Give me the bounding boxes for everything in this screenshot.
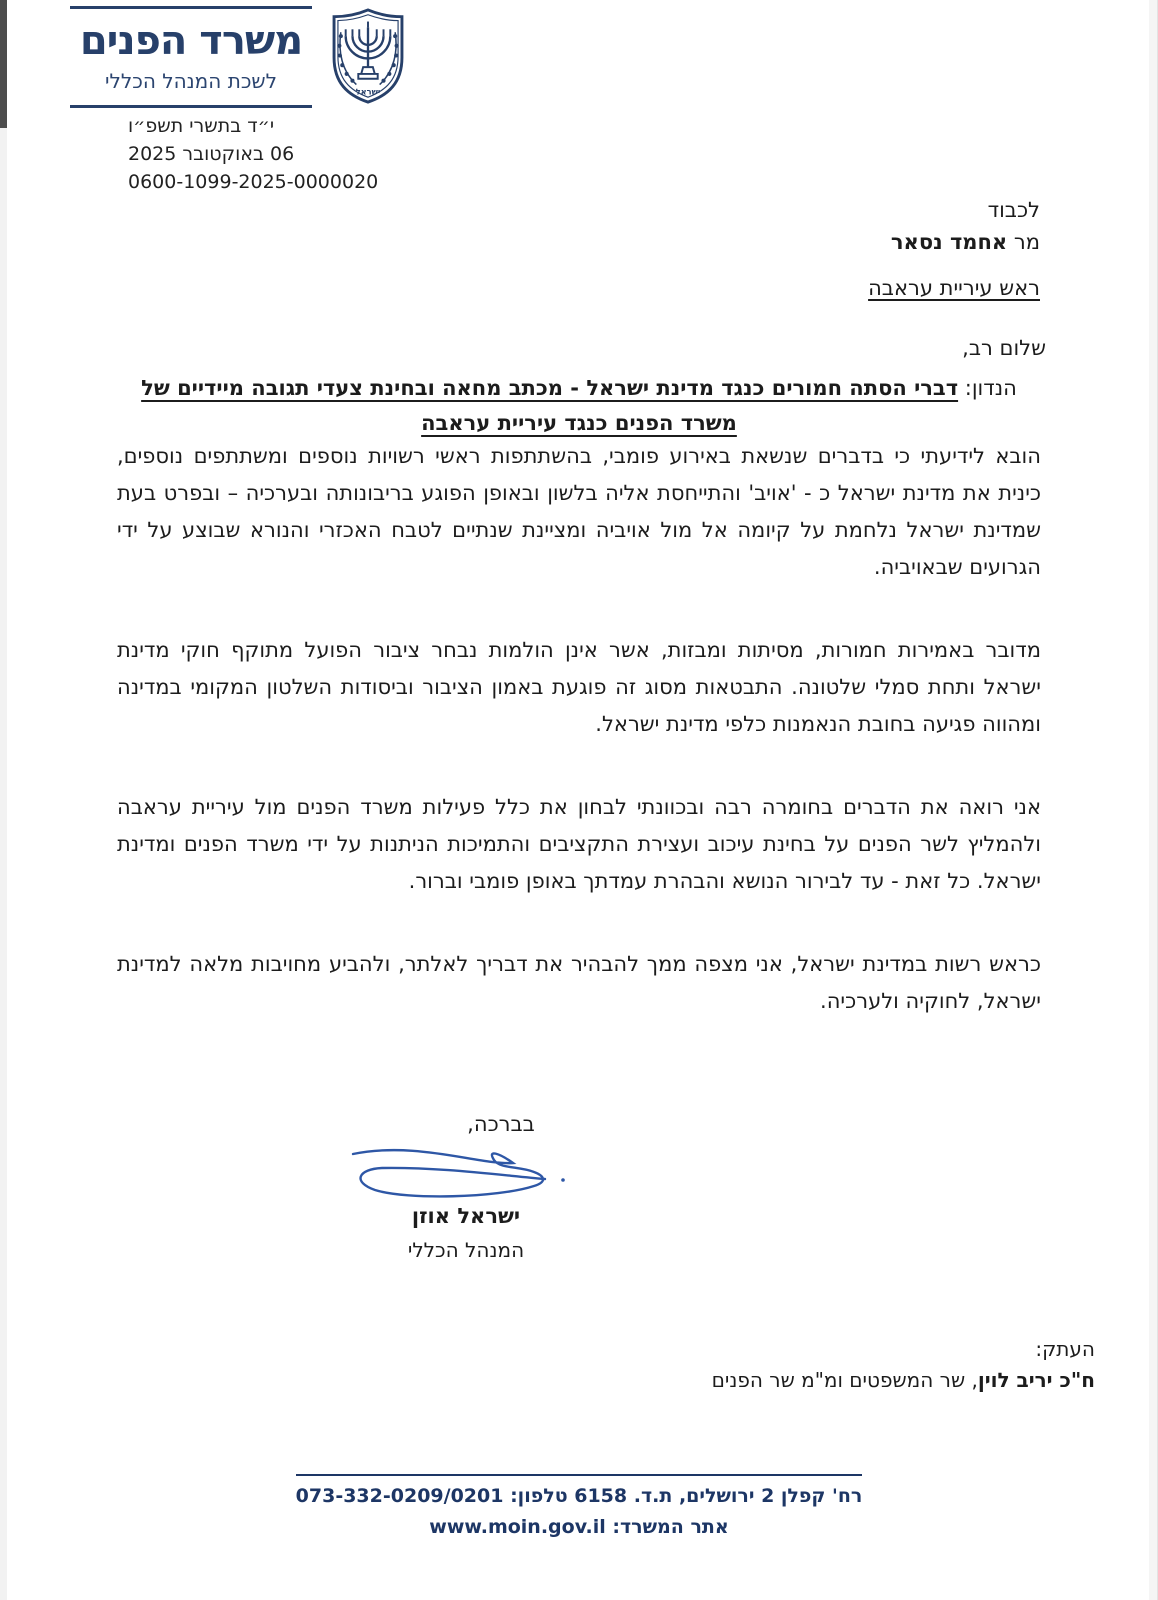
addressee-salutation: לכבוד: [987, 198, 1040, 222]
footer-address: רח' קפלן 2 ירושלים, ת.ד. 6158 טלפון: 073-332-0209/0201: [295, 1485, 863, 1507]
addressee-title: ראש עיריית עראבה: [868, 276, 1040, 300]
scan-edge-right: [1149, 0, 1158, 1600]
signer-title: המנהל הכללי: [407, 1238, 525, 1262]
signature-block: [338, 1112, 594, 1262]
copy-recipient-title: , שר המשפטים ומ"מ שר הפנים: [711, 1368, 978, 1392]
ministry-logo-text: [70, 6, 312, 108]
footer: [0, 1474, 1158, 1543]
addressee-honorific: מר: [1007, 230, 1040, 254]
subject-text: דברי הסתה חמורים כנגד מדינת ישראל - מכתב מחאה ובחינת צעדי תגובה מיידיים של משרד הפנים כנגד עיריית עראבה: [141, 376, 959, 435]
footer-website: אתר המשרד: www.moin.gov.il: [429, 1516, 729, 1538]
body-paragraph: הובא לידיעתי כי בדברים שנשאת באירוע פומבי, בהשתתפות ראשי רשויות נוספים ומשתתפים נוספים, כינית את מדינת ישראל כ - 'אויב' והתייחסת אליה בלשון ובאופן הפוגע בריבונותה ובערכיה – ובפרט בעת שמדינת ישראל נלחמת על קיומה אל מול אויביה ומציינת שנתיים לטבח האכזרי והנורא שבוצע על ידי הגרועים שבאויביה.: [117, 444, 1041, 579]
israel-state-emblem-icon: [324, 7, 412, 104]
footer-inner: [296, 1474, 863, 1543]
addressee-name: אחמד נסאר: [890, 230, 1008, 254]
greeting: שלום רב,: [962, 336, 1046, 360]
scan-edge-left: [0, 0, 7, 1600]
subject-block: [116, 371, 1042, 441]
addressee-block: [868, 194, 1040, 304]
signer-name: ישראל אוזן: [411, 1204, 521, 1228]
hebrew-date: י״ד בתשרי תשפ״ו: [128, 115, 275, 137]
reference-number: 0600-1099-2025-0000020: [128, 171, 379, 193]
date-block: [128, 112, 378, 196]
addressee-name-line: [868, 226, 1040, 258]
body-paragraph: כראש רשות במדינת ישראל, אני מצפה ממך להבהיר את דבריך לאלתר, ולהביע מחויבות מלאה למדינת ישראל, לחוקיה ולערכיה.: [117, 952, 1041, 1013]
subject-label: הנדון:: [958, 376, 1017, 400]
gregorian-date: 06 באוקטובר 2025: [128, 143, 295, 165]
body-paragraph: מדובר באמירות חמורות, מסיתות ומבזות, אשר אינן הולמות נבחר ציבור הפועל מתוקף חוקי מדינת ישראל ותחת סמלי שלטונה. התבטאות מסוג זה פוגעת באמון הציבור וביסודות השלטון המקומי במדינה ומהווה פגיעה בחובת הנאמנות כלפי מדינת ישראל.: [117, 638, 1041, 736]
copy-recipient-name: ח"כ יריב לוין: [977, 1368, 1095, 1392]
emblem-caption: ישראל: [355, 86, 381, 97]
handwritten-signature: [347, 1138, 585, 1202]
scan-corner-mark: [0, 0, 7, 128]
ministry-name: משרד הפנים: [79, 18, 303, 64]
copy-label: העתק:: [1035, 1337, 1095, 1361]
office-name: לשכת המנהל הכללי: [105, 69, 277, 93]
copy-block: [712, 1334, 1095, 1396]
copy-recipient: [712, 1365, 1095, 1396]
body-paragraph: אני רואה את הדברים בחומרה רבה ובכוונתי לבחון את כלל פעילות משרד הפנים מול עיריית עראבה ולהמליץ לשר הפנים על בחינת עיכוב ועצירת התקציבים והתמיכות הניתנות על ידי משרד הפנים ומדינת ישראל. כל זאת - עד לבירור הנושא והבהרת עמדתך באופן פומבי וברור.: [117, 795, 1041, 893]
letter-body: [117, 438, 1041, 1066]
letterhead: [70, 6, 412, 108]
closing: בברכה,: [467, 1112, 535, 1136]
